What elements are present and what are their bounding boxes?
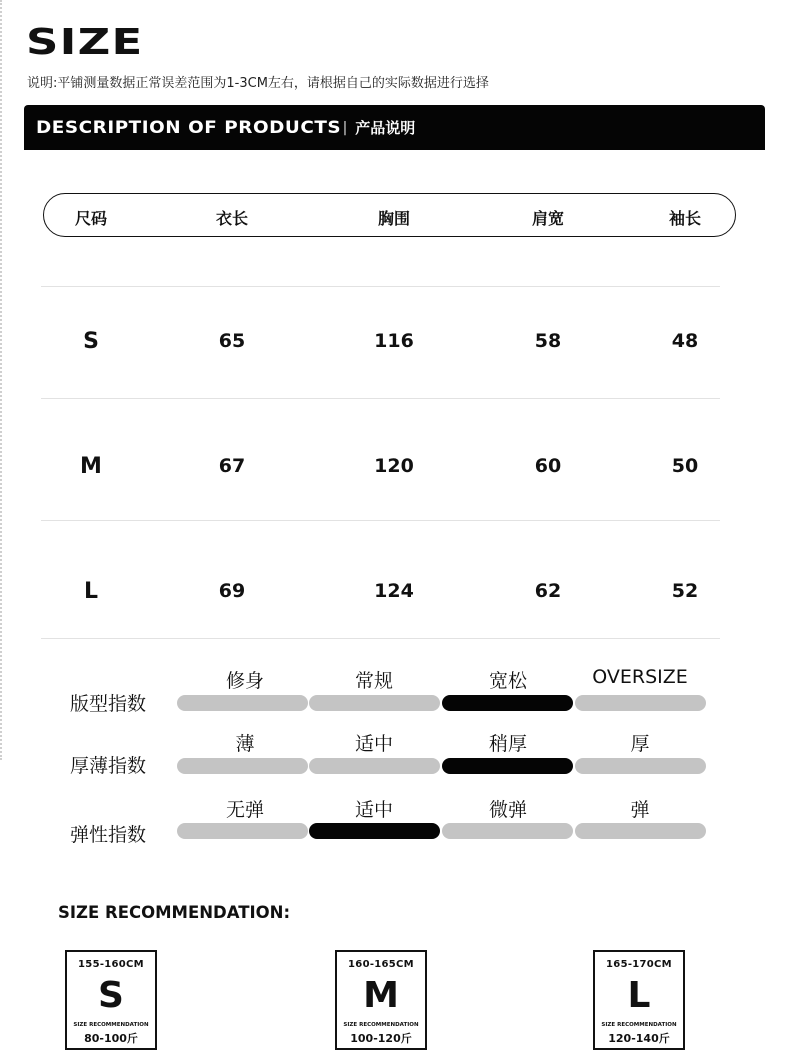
table-divider <box>41 286 720 287</box>
thickness-option: 适中 <box>354 733 394 755</box>
elasticity-index-label: 弹性指数 <box>70 824 147 846</box>
row-s-chest: 116 <box>374 330 414 352</box>
row-s-sleeve: 48 <box>671 330 699 352</box>
section-banner <box>24 105 765 150</box>
row-m-size: M <box>80 454 102 479</box>
row-m-sleeve: 50 <box>671 455 699 477</box>
card-height-range: 165-170CM <box>606 959 672 970</box>
thickness-option: 厚 <box>630 733 650 755</box>
row-l-shoulder: 62 <box>534 580 562 602</box>
card-height-range: 155-160CM <box>78 959 144 970</box>
fit-index-label: 版型指数 <box>70 693 147 715</box>
elasticity-level-segment <box>309 823 440 839</box>
banner-title-en: DESCRIPTION OF PRODUCTS <box>36 117 342 138</box>
thickness-level-segment <box>177 758 308 774</box>
row-s-shoulder: 58 <box>534 330 562 352</box>
header-chest: 胸围 <box>377 209 411 228</box>
thickness-level-segment <box>442 758 573 774</box>
card-caption: SIZE RECOMMENDATION <box>601 1022 677 1028</box>
banner-separator: | <box>342 119 348 136</box>
fit-option: 宽松 <box>488 670 528 692</box>
header-sleeve: 袖长 <box>668 209 702 228</box>
card-weight-range: 80-100斤 <box>84 1032 138 1045</box>
header-shoulder: 肩宽 <box>531 209 565 228</box>
card-height-range: 160-165CM <box>348 959 414 970</box>
card-weight-range: 120-140斤 <box>608 1032 670 1045</box>
fit-option: OVERSIZE <box>592 666 688 688</box>
fit-level-segment <box>442 695 573 711</box>
elasticity-option: 微弹 <box>488 799 528 821</box>
row-l-sleeve: 52 <box>671 580 699 602</box>
elasticity-level-segment <box>442 823 573 839</box>
elasticity-level-segment <box>177 823 308 839</box>
elasticity-option: 适中 <box>354 799 394 821</box>
card-size-letter: S <box>98 975 124 1016</box>
row-m-shoulder: 60 <box>534 455 562 477</box>
table-divider <box>41 638 720 639</box>
recommendation-card-s <box>65 950 157 1050</box>
fit-option: 修身 <box>225 670 265 692</box>
fit-option: 常规 <box>354 670 394 692</box>
thickness-option: 薄 <box>235 733 255 755</box>
elasticity-option: 无弹 <box>225 799 265 821</box>
row-s-length: 65 <box>218 330 246 352</box>
dotted-left-edge <box>0 0 4 760</box>
page-title: SIZE <box>26 22 144 63</box>
thickness-option: 稍厚 <box>488 733 528 755</box>
banner-title-cn: 产品说明 <box>355 119 416 137</box>
fit-level-segment <box>575 695 706 711</box>
card-caption: SIZE RECOMMENDATION <box>343 1022 419 1028</box>
thickness-level-segment <box>575 758 706 774</box>
table-divider <box>41 398 720 399</box>
card-weight-range: 100-120斤 <box>350 1032 412 1045</box>
card-size-letter: L <box>627 975 651 1016</box>
row-m-length: 67 <box>218 455 246 477</box>
row-l-length: 69 <box>218 580 246 602</box>
thickness-index-label: 厚薄指数 <box>70 755 147 777</box>
elasticity-level-segment <box>575 823 706 839</box>
row-s-size: S <box>83 329 99 354</box>
measurement-note: 说明:平铺测量数据正常误差范围为1-3CM左右，请根据自己的实际数据进行选择 <box>27 76 489 91</box>
fit-level-segment <box>177 695 308 711</box>
row-m-chest: 120 <box>374 455 414 477</box>
elasticity-option: 弹 <box>630 799 650 821</box>
table-divider <box>41 520 720 521</box>
recommendation-title: SIZE RECOMMENDATION: <box>58 903 291 922</box>
header-size: 尺码 <box>74 209 108 228</box>
header-length: 衣长 <box>215 209 249 228</box>
card-size-letter: M <box>363 975 399 1016</box>
thickness-level-segment <box>309 758 440 774</box>
fit-level-segment <box>309 695 440 711</box>
row-l-chest: 124 <box>374 580 414 602</box>
card-caption: SIZE RECOMMENDATION <box>73 1022 149 1028</box>
row-l-size: L <box>83 579 99 604</box>
recommendation-card-l <box>593 950 685 1050</box>
recommendation-card-m <box>335 950 427 1050</box>
